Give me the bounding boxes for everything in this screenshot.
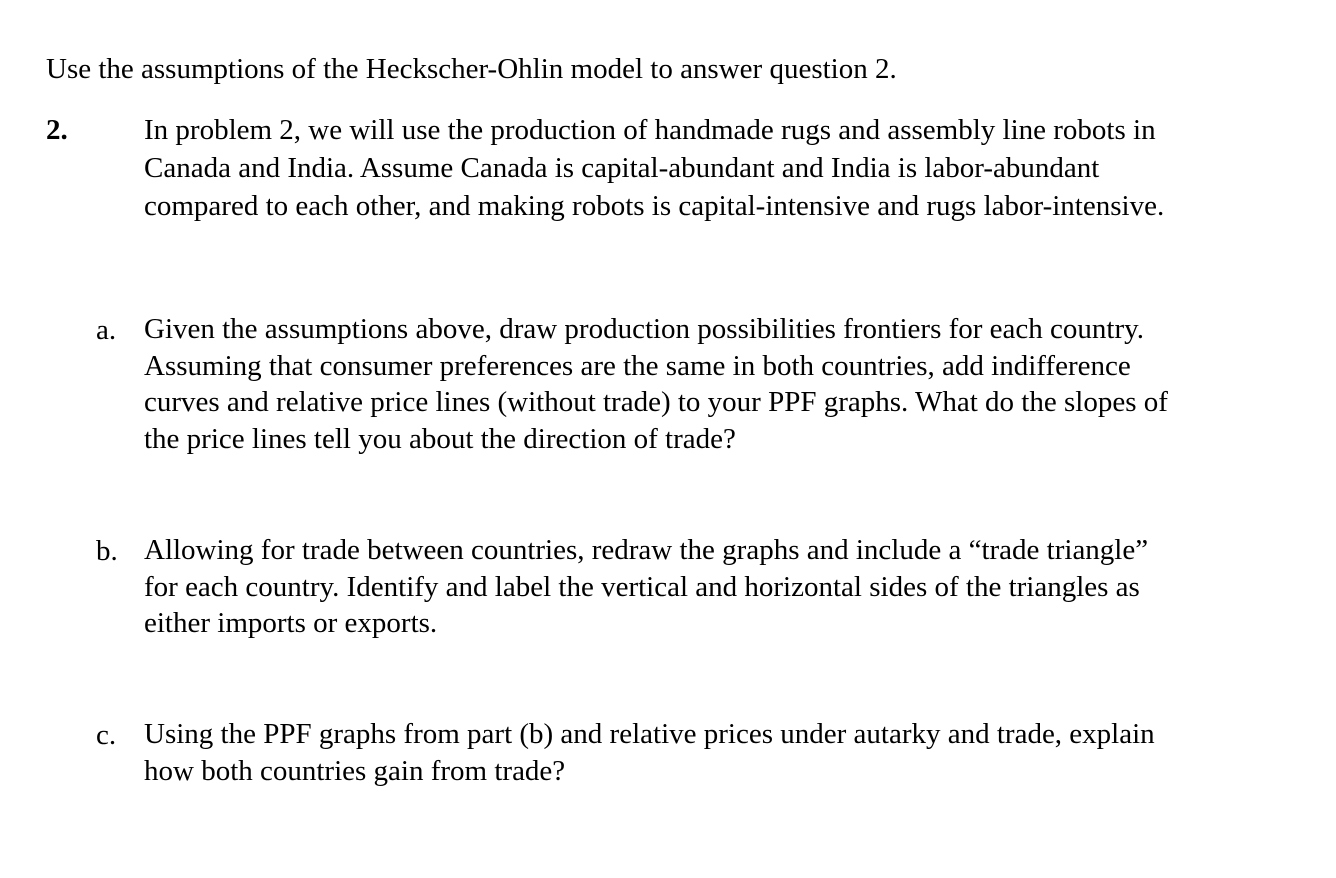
question-line: compared to each other, and making robots is capital-intensive and rugs labor-intensive.	[144, 190, 1165, 222]
question-line: In problem 2, we will use the production of handmade rugs and assembly line robots in	[144, 114, 1156, 146]
part-c-line: how both countries gain from trade?	[144, 754, 566, 787]
part-a-line: Assuming that consumer preferences are the same in both countries, add indifference	[144, 349, 1131, 382]
part-c-letter: c.	[96, 719, 117, 751]
question-number: 2.	[46, 114, 68, 146]
part-a-line: curves and relative price lines (without trade) to your PPF graphs. What do the slopes of	[144, 386, 1168, 418]
part-a-text	[144, 311, 1168, 457]
question-text	[144, 111, 1164, 225]
part-b-line: either imports or exports.	[144, 607, 438, 639]
part-a-line: the price lines tell you about the direction of trade?	[144, 422, 736, 455]
question-line: Canada and India. Assume Canada is capital-abundant and India is labor-abundant	[144, 152, 1100, 184]
part-c-line: Using the PPF graphs from part (b) and relative prices under autarky and trade, explain	[144, 718, 1155, 750]
part-c-text	[144, 716, 1155, 789]
part-a-letter: a.	[96, 314, 117, 346]
intro-text: Use the assumptions of the Heckscher-Ohlin model to answer question 2.	[46, 53, 897, 85]
part-b-text	[144, 532, 1148, 642]
part-b-line: Allowing for trade between countries, redraw the graphs and include a “trade triangle”	[144, 534, 1149, 566]
part-b-line: for each country. Identify and label the vertical and horizontal sides of the triangles as	[144, 570, 1140, 603]
part-b-letter: b.	[96, 535, 118, 567]
part-a-line: Given the assumptions above, draw production possibilities frontiers for each country.	[144, 313, 1145, 345]
